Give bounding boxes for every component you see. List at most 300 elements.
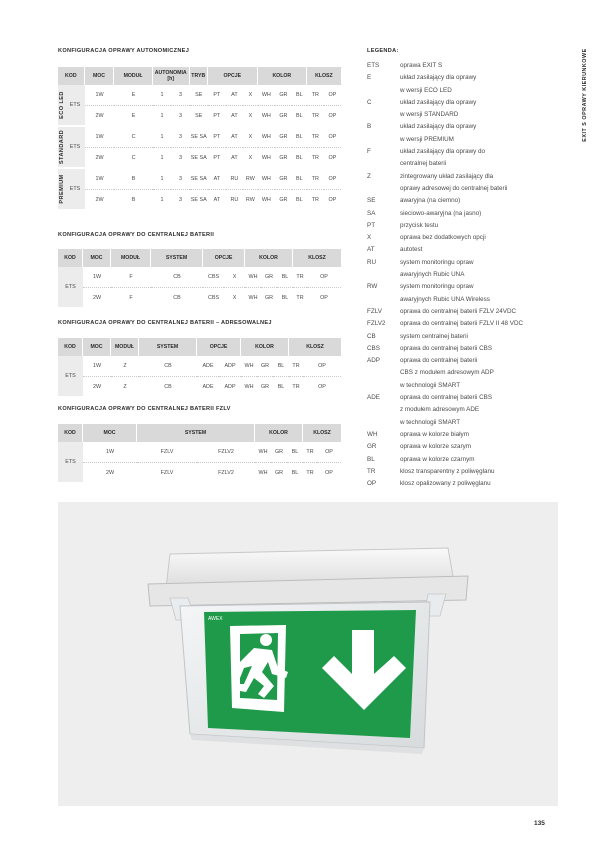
- kolor-cell: WH: [241, 356, 257, 377]
- legend-item: [367, 294, 557, 306]
- opcje-cell: ADP: [219, 377, 241, 398]
- central-config-table: [58, 249, 341, 309]
- legend-item: [367, 392, 557, 404]
- autonomia-cell: 1: [153, 127, 171, 148]
- legend-code: CB: [367, 332, 376, 340]
- system-cell: CB: [151, 288, 203, 309]
- kolor-cell: BL: [287, 463, 303, 484]
- legend-description: układ zasilający dla oprawy: [400, 123, 477, 131]
- legend-description: oprawa w kolorze białym: [400, 430, 469, 438]
- klosz-cell: TR: [289, 377, 303, 398]
- legend-description: oprawa do centralnej baterii FZLV 24VDC: [400, 307, 517, 315]
- legend-item: [367, 171, 557, 183]
- legend-item: [367, 454, 557, 466]
- legend-title: LEGENDA:: [367, 48, 399, 54]
- legend-item: [367, 417, 557, 429]
- system-cell: FZLV2: [197, 442, 255, 463]
- modul-cell: C: [114, 127, 152, 148]
- kolor-cell: BL: [273, 377, 289, 398]
- autonomia-cell: 3: [171, 127, 189, 148]
- klosz-cell: TR: [307, 127, 324, 148]
- legend-code: E: [367, 74, 372, 82]
- moc-cell: 2W: [83, 377, 111, 398]
- legend-code: PT: [367, 221, 376, 229]
- legend-description: autotest: [400, 246, 423, 254]
- legend-description: awaryjna (na ciemno): [400, 197, 461, 205]
- legend-code: Z: [367, 172, 371, 180]
- moc-cell: 1W: [85, 169, 115, 190]
- kolor-cell: GR: [275, 148, 292, 169]
- group-label-premium: PREMIUM: [58, 169, 65, 211]
- legend-description: w technologii SMART: [400, 418, 461, 426]
- legend-code: X: [367, 234, 372, 242]
- side-section-label: EXIT S OPRAWY KIERUNKOWE: [582, 48, 588, 142]
- legend-description: system centralnej baterii: [400, 332, 468, 340]
- legend-description: zintegrowany układ zasilający dla: [400, 172, 494, 180]
- kolor-cell: GR: [275, 106, 292, 127]
- kolor-cell: GR: [275, 169, 292, 190]
- legend-item: [367, 367, 557, 379]
- header-opcje: OPCJE: [197, 338, 241, 356]
- product-photo: [58, 502, 558, 806]
- klosz-cell: TR: [307, 190, 324, 211]
- klosz-cell: OP: [317, 463, 341, 484]
- kolor-cell: GR: [275, 190, 292, 211]
- header-kod: KOD: [58, 338, 83, 356]
- kolor-cell: BL: [273, 356, 289, 377]
- opcje-cell: X: [243, 148, 258, 169]
- group-label-eco-led: ECO LED: [58, 85, 65, 127]
- brand-label: AWEX: [208, 616, 223, 622]
- table-header-row: [58, 249, 341, 267]
- kod-cell: ETS: [58, 267, 83, 309]
- klosz-cell: OP: [324, 190, 341, 211]
- legend-code: F: [367, 148, 371, 156]
- legend-item: [367, 331, 557, 343]
- legend-description: oprawa w kolorze czarnym: [400, 455, 475, 463]
- kolor-cell: WH: [245, 267, 261, 288]
- opcje-cell: RW: [243, 190, 258, 211]
- legend-description: oprawa do centralnej baterii CBS: [400, 394, 493, 402]
- kolor-cell: WH: [258, 85, 275, 106]
- legend-code: [367, 85, 400, 97]
- kod-cell: ETS: [65, 127, 84, 169]
- opcje-cell: RU: [226, 169, 243, 190]
- klosz-cell: OP: [324, 148, 341, 169]
- opcje-cell: PT: [208, 106, 226, 127]
- header-moc: MOC: [83, 338, 111, 356]
- legend-code: CBS: [367, 344, 380, 352]
- legend-code: [367, 269, 400, 281]
- legend-code: SA: [367, 209, 376, 217]
- system-cell: CB: [139, 356, 197, 377]
- opcje-cell: AT: [226, 148, 243, 169]
- klosz-cell: TR: [289, 356, 303, 377]
- legend-code: AT: [367, 246, 375, 254]
- kolor-cell: GR: [257, 377, 273, 398]
- header-tryb: TRYB: [190, 67, 208, 85]
- klosz-cell: OP: [324, 85, 341, 106]
- autonomia-cell: 1: [153, 106, 171, 127]
- header-kolor: KOLOR: [241, 338, 289, 356]
- kolor-cell: WH: [255, 442, 271, 463]
- opcje-cell: PT: [208, 148, 226, 169]
- modul-cell: F: [111, 267, 151, 288]
- legend-description: układ zasilający dla oprawy do: [400, 148, 486, 156]
- klosz-cell: OP: [324, 106, 341, 127]
- header-kolor: KOLOR: [255, 424, 303, 442]
- kolor-cell: GR: [261, 288, 277, 309]
- autonomia-cell: 3: [171, 169, 189, 190]
- table-header-row: [58, 67, 341, 85]
- legend-description: w technologii SMART: [400, 381, 461, 389]
- table-row: [58, 127, 341, 148]
- moc-cell: 2W: [85, 106, 115, 127]
- system-cell: FZLV: [137, 442, 197, 463]
- system-cell: CB: [151, 267, 203, 288]
- kolor-cell: BL: [292, 127, 307, 148]
- legend-item: [367, 257, 557, 269]
- modul-cell: E: [114, 85, 152, 106]
- kolor-cell: BL: [277, 288, 293, 309]
- kolor-cell: WH: [258, 190, 275, 211]
- legend-code: FZLV2: [367, 320, 386, 328]
- table-row: [58, 190, 341, 211]
- legend-code: ETS: [367, 62, 380, 69]
- kolor-cell: WH: [241, 377, 257, 398]
- header-kod: KOD: [58, 424, 83, 442]
- fzlv-config-title: KONFIGURACJA OPRAWY DO CENTRALNEJ BATERII FZLV: [58, 406, 231, 412]
- legend-item: [367, 355, 557, 367]
- kolor-cell: GR: [275, 127, 292, 148]
- klosz-cell: OP: [307, 267, 341, 288]
- legend-code: WH: [367, 430, 378, 438]
- kolor-cell: BL: [292, 85, 307, 106]
- kolor-cell: WH: [258, 148, 275, 169]
- header-opcje: OPCJE: [208, 67, 258, 85]
- header-autonomia: AUTONOMIA [h]: [153, 67, 190, 85]
- kolor-cell: WH: [245, 288, 261, 309]
- tryb-cell: SE SA: [190, 190, 208, 211]
- opcje-cell: X: [243, 127, 258, 148]
- legend-description: system monitoringu opraw: [400, 283, 474, 291]
- header-kod: KOD: [58, 67, 85, 85]
- legend-item: [367, 281, 557, 293]
- klosz-cell: TR: [307, 148, 324, 169]
- autonomia-cell: 3: [171, 190, 189, 211]
- system-cell: FZLV: [137, 463, 197, 484]
- opcje-cell: ADP: [219, 356, 241, 377]
- autonomous-config-table: [58, 67, 341, 211]
- table-header-row: [58, 424, 341, 442]
- page-number: 135: [534, 820, 545, 827]
- opcje-cell: RW: [243, 169, 258, 190]
- tryb-cell: SE: [190, 106, 208, 127]
- legend-item: [367, 85, 557, 97]
- central-config-title: KONFIGURACJA OPRAWY DO CENTRALNEJ BATERII: [58, 232, 215, 238]
- autonomia-cell: 3: [171, 148, 189, 169]
- legend-code: RW: [367, 283, 378, 291]
- legend-code: C: [367, 98, 372, 106]
- legend-description: klosz opalizowany z poliwęglanu: [400, 480, 491, 488]
- opcje-cell: AT: [226, 106, 243, 127]
- moc-cell: 2W: [83, 463, 137, 484]
- moc-cell: 1W: [83, 442, 137, 463]
- legend-code: ADE: [367, 394, 380, 402]
- klosz-cell: OP: [317, 442, 341, 463]
- legend-description: przycisk testu: [400, 221, 439, 229]
- autonomia-cell: 1: [153, 85, 171, 106]
- legend-item: [367, 183, 557, 195]
- kolor-cell: GR: [257, 356, 273, 377]
- legend-item: [367, 97, 557, 109]
- opcje-cell: ADE: [197, 356, 219, 377]
- modul-cell: Z: [111, 377, 139, 398]
- autonomia-cell: 1: [153, 169, 171, 190]
- legend-code: FZLV: [367, 307, 382, 315]
- header-system: SYSTEM: [137, 424, 255, 442]
- header-kod: KOD: [58, 249, 83, 267]
- legend-item: [367, 109, 557, 121]
- klosz-cell: TR: [307, 106, 324, 127]
- legend-code: [367, 158, 400, 170]
- table-row: [58, 463, 341, 484]
- header-moc: MOC: [83, 424, 137, 442]
- autonomia-cell: 3: [171, 85, 189, 106]
- klosz-cell: TR: [303, 463, 317, 484]
- header-klosz: KLOSZ: [307, 67, 341, 85]
- table-row: [58, 85, 341, 106]
- opcje-cell: X: [243, 106, 258, 127]
- table-header-row: [58, 338, 341, 356]
- legend-code: B: [367, 123, 372, 131]
- legend-code: [367, 183, 400, 195]
- klosz-cell: TR: [303, 442, 317, 463]
- kod-cell: ETS: [65, 169, 84, 211]
- legend-description: oprawa do centralnej baterii CBS: [400, 344, 493, 352]
- tryb-cell: SE: [190, 85, 208, 106]
- addressable-config-title: KONFIGURACJA OPRAWY DO CENTRALNEJ BATERII – ADRESOWALNEJ: [58, 320, 272, 326]
- kolor-cell: BL: [287, 442, 303, 463]
- klosz-cell: OP: [324, 127, 341, 148]
- legend-description: system monitoringu opraw: [400, 258, 474, 266]
- legend-item: [367, 146, 557, 158]
- klosz-cell: TR: [307, 169, 324, 190]
- opcje-cell: AT: [208, 190, 226, 211]
- legend-item: [367, 404, 557, 416]
- header-klosz: KLOSZ: [303, 424, 341, 442]
- legend-item: [367, 220, 557, 232]
- kolor-cell: GR: [275, 85, 292, 106]
- table-row: [58, 442, 341, 463]
- opcje-cell: PT: [208, 85, 226, 106]
- opcje-cell: ADE: [197, 377, 219, 398]
- legend-item: [367, 72, 557, 84]
- legend-item: [367, 158, 557, 170]
- modul-cell: B: [114, 169, 152, 190]
- group-label-standard: STANDARD: [58, 127, 65, 169]
- klosz-cell: TR: [293, 288, 307, 309]
- legend-code: [367, 404, 400, 416]
- autonomia-cell: 3: [171, 106, 189, 127]
- header-kolor: KOLOR: [245, 249, 293, 267]
- legend-code: BL: [367, 455, 375, 463]
- legend-description: awaryjnych Rubic UNA: [400, 271, 465, 279]
- kolor-cell: BL: [292, 148, 307, 169]
- klosz-cell: OP: [307, 288, 341, 309]
- moc-cell: 1W: [85, 85, 115, 106]
- legend-description: oprawa bez dodatkowych opcji: [400, 234, 486, 242]
- tryb-cell: SE SA: [190, 127, 208, 148]
- kolor-cell: BL: [277, 267, 293, 288]
- table-row: [58, 169, 341, 190]
- legend-item: [367, 232, 557, 244]
- legend-description: oprawa do centralnej baterii FZLV II 48 VDC: [400, 320, 524, 328]
- legend-description: w wersji STANDARD: [400, 111, 459, 119]
- legend-description: sieciowo-awaryjna (na jasno): [400, 209, 482, 217]
- legend-item: [367, 244, 557, 256]
- legend-description: oprawa EXIT S: [400, 62, 443, 69]
- legend-code: [367, 417, 400, 429]
- autonomous-config-title: KONFIGURACJA OPRAWY AUTONOMICZNEJ: [58, 48, 190, 54]
- klosz-cell: OP: [324, 169, 341, 190]
- moc-cell: 2W: [83, 288, 111, 309]
- header-klosz: KLOSZ: [289, 338, 341, 356]
- legend-description: CBS z modułem adresowym ADP: [400, 369, 494, 377]
- kolor-cell: WH: [255, 463, 271, 484]
- legend-code: GR: [367, 443, 377, 451]
- kolor-cell: BL: [292, 106, 307, 127]
- opcje-cell: CBS: [203, 288, 224, 309]
- legend-code: [367, 380, 400, 392]
- legend-description: układ zasilający dla oprawy: [400, 98, 477, 106]
- legend-item: [367, 60, 557, 72]
- opcje-cell: AT: [226, 127, 243, 148]
- legend-code: SE: [367, 197, 376, 205]
- kod-cell: ETS: [65, 85, 84, 127]
- legend-description: z modułem adresowym ADE: [400, 406, 480, 414]
- legend-description: układ zasilający dla oprawy: [400, 74, 477, 82]
- opcje-cell: PT: [208, 127, 226, 148]
- legend-item: [367, 478, 557, 490]
- header-klosz: KLOSZ: [293, 249, 341, 267]
- tryb-cell: SE SA: [190, 148, 208, 169]
- legend-item: [367, 441, 557, 453]
- legend-code: [367, 367, 400, 379]
- legend-item: [367, 466, 557, 478]
- klosz-cell: TR: [307, 85, 324, 106]
- legend-description: oprawa w kolorze szarym: [400, 443, 472, 451]
- legend-item: [367, 269, 557, 281]
- table-row: [58, 267, 341, 288]
- opcje-cell: CBS: [203, 267, 224, 288]
- klosz-cell: OP: [303, 356, 341, 377]
- header-modul: MODUŁ: [111, 338, 139, 356]
- kolor-cell: GR: [271, 442, 287, 463]
- moc-cell: 2W: [85, 148, 115, 169]
- autonomia-cell: 1: [153, 148, 171, 169]
- kolor-cell: WH: [258, 127, 275, 148]
- legend-item: [367, 306, 557, 318]
- legend-code: TR: [367, 467, 376, 475]
- header-kolor: KOLOR: [258, 67, 307, 85]
- table-row: [58, 377, 341, 398]
- moc-cell: 1W: [85, 127, 115, 148]
- system-cell: CB: [139, 377, 197, 398]
- table-row: [58, 356, 341, 377]
- tryb-cell: SE SA: [190, 169, 208, 190]
- table-row: [58, 288, 341, 309]
- legend-item: [367, 343, 557, 355]
- moc-cell: 2W: [85, 190, 115, 211]
- kod-cell: ETS: [58, 442, 83, 484]
- autonomia-cell: 1: [153, 190, 171, 211]
- kolor-cell: BL: [292, 169, 307, 190]
- legend-description: w wersji ECO LED: [400, 86, 452, 94]
- modul-cell: Z: [111, 356, 139, 377]
- legend-description: centralnej baterii: [400, 160, 447, 168]
- klosz-cell: OP: [303, 377, 341, 398]
- opcje-cell: RU: [226, 190, 243, 211]
- legend-code: [367, 294, 400, 306]
- legend-item: [367, 380, 557, 392]
- header-moc: MOC: [85, 67, 115, 85]
- kolor-cell: GR: [261, 267, 277, 288]
- modul-cell: F: [111, 288, 151, 309]
- legend-code: RU: [367, 258, 377, 266]
- opcje-cell: X: [224, 288, 245, 309]
- opcje-cell: AT: [226, 85, 243, 106]
- table-row: [58, 106, 341, 127]
- header-modul: MODUŁ: [111, 249, 151, 267]
- header-opcje: OPCJE: [203, 249, 245, 267]
- header-moc: MOC: [83, 249, 111, 267]
- legend-code: OP: [367, 480, 377, 488]
- legend-description: w wersji PREMIUM: [400, 135, 454, 143]
- kod-cell: ETS: [58, 356, 83, 398]
- opcje-cell: X: [243, 85, 258, 106]
- opcje-cell: X: [224, 267, 245, 288]
- legend-item: [367, 208, 557, 220]
- legend-list: [367, 60, 557, 490]
- moc-cell: 1W: [83, 356, 111, 377]
- exit-sign-illustration: [58, 502, 558, 806]
- kolor-cell: WH: [258, 169, 275, 190]
- system-cell: FZLV2: [197, 463, 255, 484]
- legend-code: ADP: [367, 357, 380, 365]
- legend-item: [367, 429, 557, 441]
- legend-description: awaryjnych Rubic UNA Wireless: [400, 295, 490, 303]
- legend-description: oprawy adresowej do centralnej baterii: [400, 184, 508, 192]
- modul-cell: C: [114, 148, 152, 169]
- legend-code: [367, 109, 400, 121]
- legend-description: oprawa do centralnej baterii: [400, 357, 478, 365]
- modul-cell: B: [114, 190, 152, 211]
- klosz-cell: TR: [293, 267, 307, 288]
- kolor-cell: BL: [292, 190, 307, 211]
- header-system: SYSTEM: [139, 338, 197, 356]
- opcje-cell: AT: [208, 169, 226, 190]
- legend-item: [367, 134, 557, 146]
- legend-item: [367, 195, 557, 207]
- fzlv-config-table: [58, 424, 341, 484]
- moc-cell: 1W: [83, 267, 111, 288]
- kolor-cell: GR: [271, 463, 287, 484]
- header-modul: MODUŁ: [114, 67, 152, 85]
- legend-description: klosz transparentny z poliwęglanu: [400, 467, 495, 475]
- legend-code: [367, 134, 400, 146]
- kolor-cell: WH: [258, 106, 275, 127]
